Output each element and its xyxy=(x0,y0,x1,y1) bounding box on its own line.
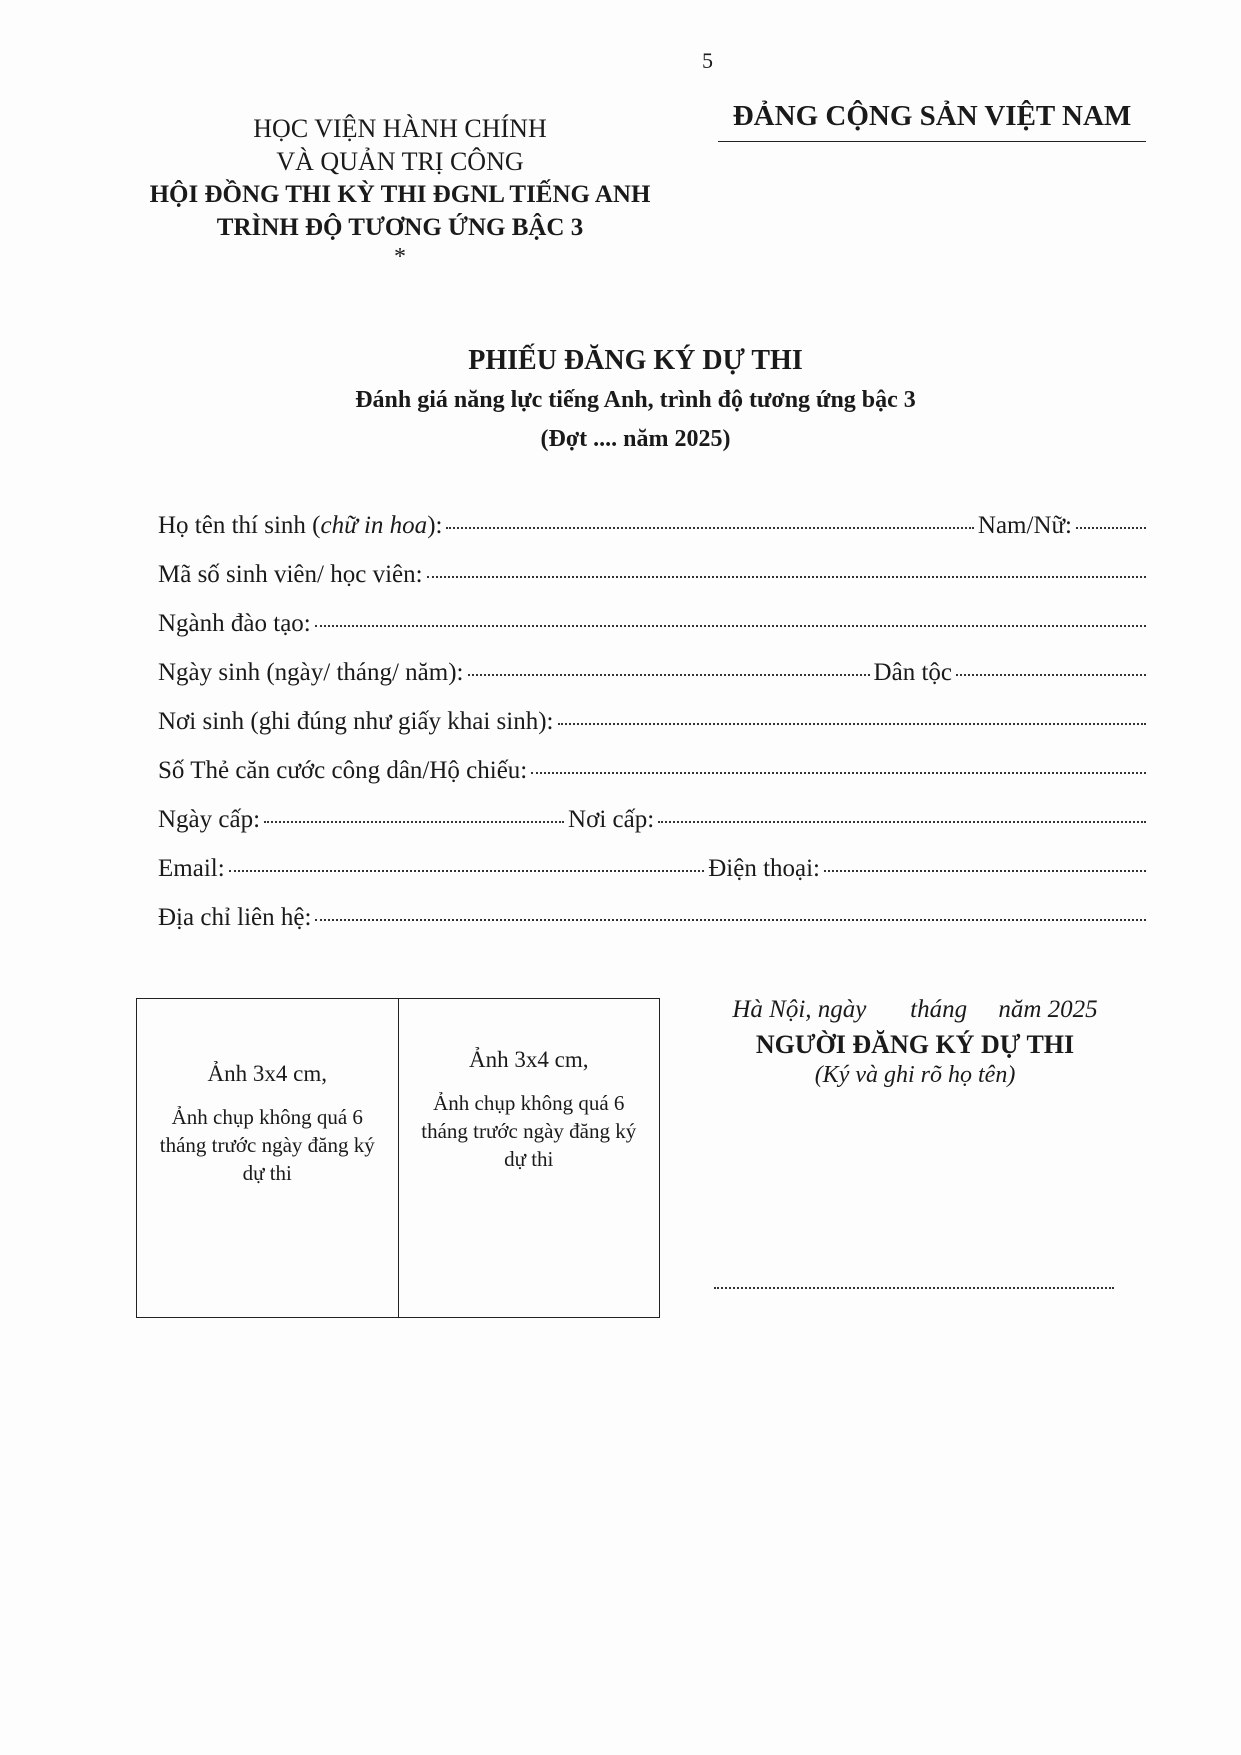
header-star: * xyxy=(394,244,406,270)
birthplace-label: Nơi sinh (ghi đúng như giấy khai sinh): xyxy=(158,708,554,735)
ethnicity-label: Dân tộc xyxy=(873,659,952,686)
issue-row xyxy=(158,806,1150,855)
photo-box-1 xyxy=(137,999,398,1317)
major-label: Ngành đào tạo: xyxy=(158,610,311,637)
org-line-1: HỌC VIỆN HÀNH CHÍNH xyxy=(253,114,547,143)
birthplace-field[interactable] xyxy=(558,722,1147,725)
party-header xyxy=(718,100,1146,142)
photo-note: Ảnh chụp không quá 6 tháng trước ngày đăng ký dự thi xyxy=(421,1091,637,1171)
page-number: 5 xyxy=(702,48,713,73)
gender-field[interactable] xyxy=(1076,526,1146,529)
address-row xyxy=(158,904,1150,953)
issue-date-field[interactable] xyxy=(264,820,564,823)
issue-place-field[interactable] xyxy=(658,820,1146,823)
signature-line[interactable] xyxy=(714,1287,1114,1289)
major-field[interactable] xyxy=(315,624,1146,627)
form-title-block xyxy=(0,345,1241,453)
student-id-field[interactable] xyxy=(427,575,1146,578)
name-row xyxy=(158,512,1150,561)
name-label: Họ tên thí sinh (chữ in hoa): xyxy=(158,512,443,539)
form-subtitle: Đánh giá năng lực tiếng Anh, trình độ tương ứng bậc 3 xyxy=(355,387,916,413)
photo-box-2 xyxy=(398,999,660,1317)
student-id-row xyxy=(158,561,1150,610)
dob-label: Ngày sinh (ngày/ tháng/ năm): xyxy=(158,659,464,686)
signature-block xyxy=(680,996,1150,1089)
org-line-2: VÀ QUẢN TRỊ CÔNG xyxy=(276,147,524,176)
council-line-2: TRÌNH ĐỘ TƯƠNG ỨNG BẬC 3 xyxy=(216,214,584,241)
phone-label: Điện thoại: xyxy=(708,855,820,882)
place-date: Hà Nội, ngày tháng năm 2025 xyxy=(732,996,1098,1023)
contact-row xyxy=(158,855,1150,904)
ethnicity-field[interactable] xyxy=(956,673,1146,676)
address-field[interactable] xyxy=(315,918,1146,921)
dob-row xyxy=(158,659,1150,708)
address-label: Địa chỉ liên hệ: xyxy=(158,904,312,931)
id-card-field[interactable] xyxy=(531,771,1146,774)
student-id-label: Mã số sinh viên/ học viên: xyxy=(158,561,423,588)
birthplace-row xyxy=(158,708,1150,757)
signature-title: NGƯỜI ĐĂNG KÝ DỰ THI xyxy=(755,1030,1075,1059)
email-field[interactable] xyxy=(229,869,705,872)
name-field[interactable] xyxy=(446,526,973,529)
issue-place-label: Nơi cấp: xyxy=(568,806,655,833)
photo-caption: Ảnh 3x4 cm, xyxy=(469,1047,589,1072)
form-title: PHIẾU ĐĂNG KÝ DỰ THI xyxy=(468,345,803,376)
registration-form xyxy=(158,512,1150,953)
photo-caption: Ảnh 3x4 cm, xyxy=(207,1061,327,1086)
signature-hint: (Ký và ghi rõ họ tên) xyxy=(814,1062,1016,1088)
issuing-organization xyxy=(110,112,690,270)
exam-round: (Đợt .... năm 2025) xyxy=(540,426,731,452)
major-row xyxy=(158,610,1150,659)
council-line-1: HỘI ĐỒNG THI KỲ THI ĐGNL TIẾNG ANH xyxy=(149,181,651,208)
issue-date-label: Ngày cấp: xyxy=(158,806,261,833)
photo-note: Ảnh chụp không quá 6 tháng trước ngày đăng ký dự thi xyxy=(159,1105,375,1185)
id-card-label: Số Thẻ căn cước công dân/Hộ chiếu: xyxy=(158,757,528,784)
photo-boxes xyxy=(136,998,660,1318)
id-card-row xyxy=(158,757,1150,806)
email-label: Email: xyxy=(158,855,225,882)
phone-field[interactable] xyxy=(824,869,1146,872)
dob-field[interactable] xyxy=(468,673,870,676)
gender-label: Nam/Nữ: xyxy=(977,512,1072,539)
party-name: ĐẢNG CỘNG SẢN VIỆT NAM xyxy=(718,100,1146,142)
